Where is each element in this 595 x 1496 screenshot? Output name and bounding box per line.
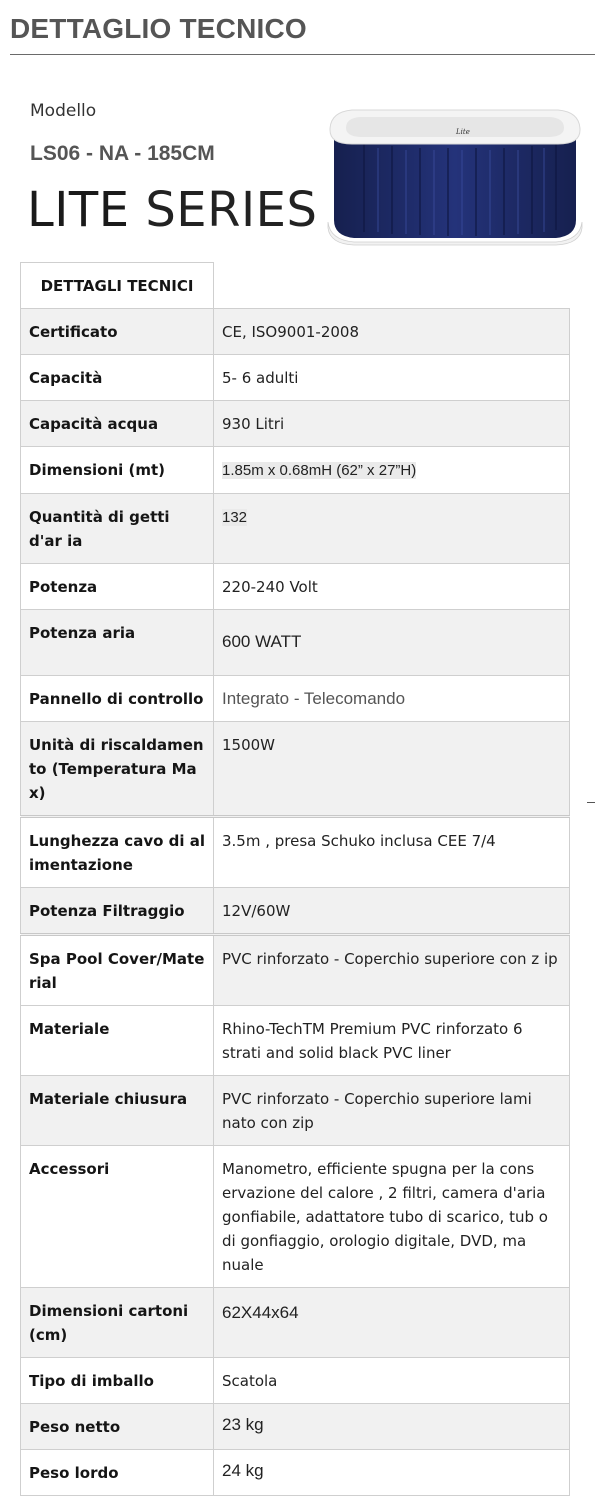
- table-row: [21, 564, 570, 610]
- row-value: 12V/60W: [214, 888, 570, 935]
- table-row: [21, 1404, 570, 1450]
- row-value: [214, 676, 570, 722]
- table-row: [21, 676, 570, 722]
- table-header-row: [21, 263, 570, 309]
- table-row: [21, 1358, 570, 1404]
- spec-table: [20, 262, 570, 1496]
- row-value: CE, ISO9001-2008: [214, 309, 570, 355]
- table-row: [21, 494, 570, 564]
- row-key: Capacità acqua: [21, 401, 214, 447]
- row-value: [214, 1450, 570, 1496]
- row-value-text: 62X44x64: [222, 1303, 299, 1322]
- table-row: [21, 722, 570, 817]
- row-key: Potenza: [21, 564, 214, 610]
- row-value-text: 24 kg: [222, 1461, 264, 1480]
- table-row: [21, 1076, 570, 1146]
- row-key: Spa Pool Cover/Mate rial: [21, 935, 214, 1006]
- series-logo: [27, 182, 318, 238]
- row-key: Unità di riscaldamen to (Temperatura Ma x): [21, 722, 214, 817]
- row-key: Tipo di imballo: [21, 1358, 214, 1404]
- row-key: Materiale chiusura: [21, 1076, 214, 1146]
- row-value-text: 1.85m x 0.68mH (62” x 27”H): [222, 462, 417, 479]
- row-value: 5- 6 adulti: [214, 355, 570, 401]
- row-key: Accessori: [21, 1146, 214, 1288]
- table-row: [21, 817, 570, 888]
- side-tick: [587, 802, 595, 803]
- row-value: 3.5m , presa Schuko inclusa CEE 7/4: [214, 817, 570, 888]
- row-key: Certificato: [21, 309, 214, 355]
- row-key: Potenza aria: [21, 610, 214, 676]
- row-value-text: 23 kg: [222, 1415, 264, 1434]
- table-header: DETTAGLI TECNICI: [21, 263, 214, 309]
- title-divider: [10, 54, 595, 55]
- row-key: Capacità: [21, 355, 214, 401]
- row-value: [214, 494, 570, 564]
- table-row: [21, 935, 570, 1006]
- row-value: Rhino-TechTM Premium PVC rinforzato 6 strati and solid black PVC liner: [214, 1006, 570, 1076]
- row-key: Lunghezza cavo di al imentazione: [21, 817, 214, 888]
- row-key: Pannello di controllo: [21, 676, 214, 722]
- page-title: DETTAGLIO TECNICO: [10, 13, 307, 44]
- row-key: Peso lordo: [21, 1450, 214, 1496]
- row-value: 930 Litri: [214, 401, 570, 447]
- hot-tub-image: [324, 104, 586, 246]
- row-value: 220-240 Volt: [214, 564, 570, 610]
- row-value: PVC rinforzato - Coperchio superiore lami nato con zip: [214, 1076, 570, 1146]
- row-value: Scatola: [214, 1358, 570, 1404]
- series-logo-lite: LITE: [27, 182, 130, 238]
- table-row: [21, 1288, 570, 1358]
- table-row: [21, 1146, 570, 1288]
- row-value: PVC rinforzato - Coperchio superiore con z ip: [214, 935, 570, 1006]
- table-row: [21, 355, 570, 401]
- row-value-text: 132: [222, 509, 248, 526]
- table-row: [21, 610, 570, 676]
- model-label: Modello: [30, 101, 97, 121]
- row-value: [214, 1288, 570, 1358]
- table-row: [21, 447, 570, 494]
- row-value: [214, 447, 570, 494]
- series-logo-series: SERIES: [145, 182, 318, 238]
- row-key: Potenza Filtraggio: [21, 888, 214, 935]
- table-row: [21, 309, 570, 355]
- row-key: Quantità di getti d'ar ia: [21, 494, 214, 564]
- row-value: 1500W: [214, 722, 570, 817]
- table-row: [21, 1006, 570, 1076]
- table-row: [21, 888, 570, 935]
- table-row: [21, 401, 570, 447]
- row-key: Dimensioni cartoni (cm): [21, 1288, 214, 1358]
- row-value: Manometro, efficiente spugna per la cons ervazione del calore , 2 filtri, camera d'aria gonfiabile, adattatore tubo di scarico, tub o di gonfiaggio, orologio digitale, DVD, ma nuale: [214, 1146, 570, 1288]
- row-value-text: Integrato - Telecomando: [222, 689, 406, 708]
- svg-text:Lite: Lite: [456, 128, 470, 136]
- table-row: [21, 1450, 570, 1496]
- row-key: Dimensioni (mt): [21, 447, 214, 494]
- row-value: [214, 1404, 570, 1450]
- row-key: Peso netto: [21, 1404, 214, 1450]
- row-key: Materiale: [21, 1006, 214, 1076]
- row-value-text: 600 WATT: [222, 632, 302, 651]
- row-value: [214, 610, 570, 676]
- table-header-blank: [214, 263, 570, 309]
- model-code: LS06 - NA - 185CM: [30, 142, 215, 165]
